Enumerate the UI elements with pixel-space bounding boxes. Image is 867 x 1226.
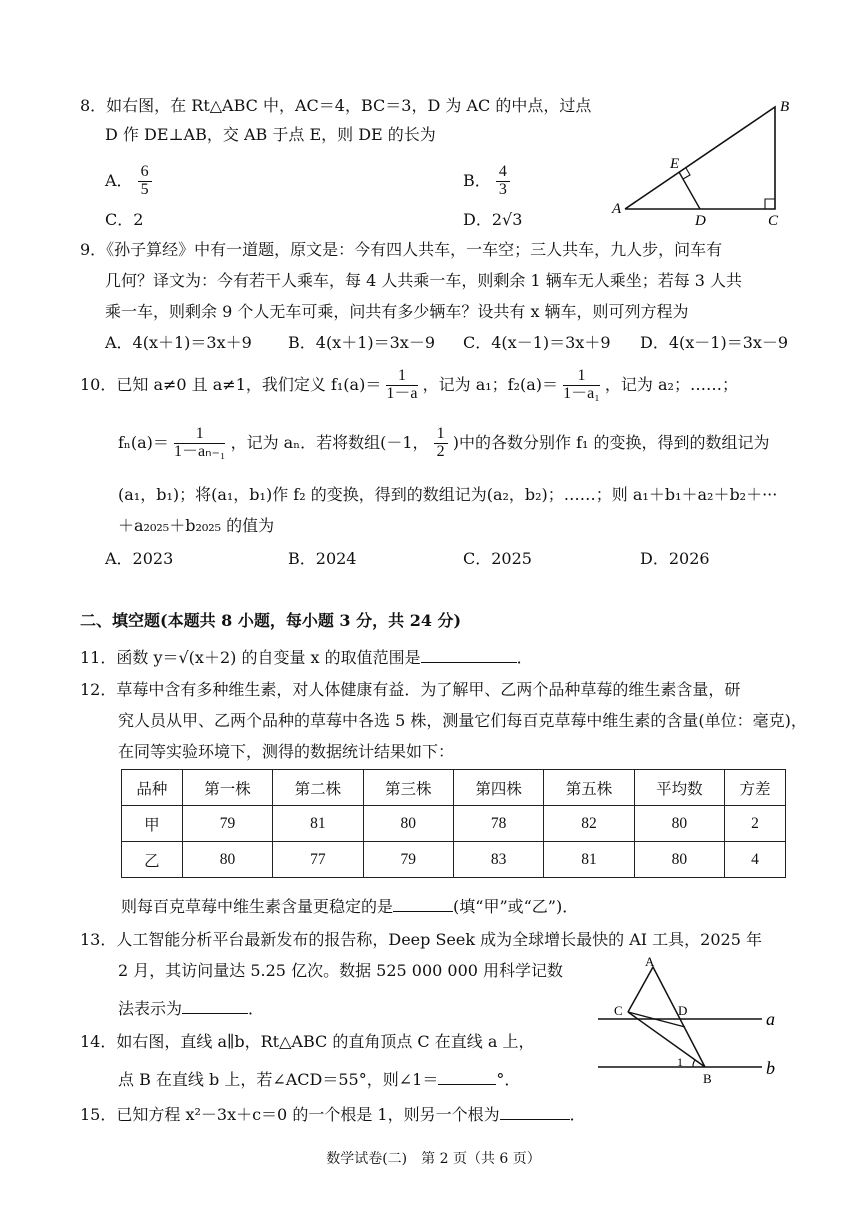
q8-option-c[interactable]: C．2 <box>105 210 144 229</box>
table-cell: 83 <box>453 842 543 878</box>
table-cell: 乙 <box>122 842 183 878</box>
q10-option-b[interactable]: B．2024 <box>288 549 357 568</box>
q13-stem-line3: 法表示为 ． <box>118 999 265 1018</box>
label-c: C <box>614 1003 623 1018</box>
table-cell: 77 <box>273 842 363 878</box>
label-d: D <box>678 1003 688 1018</box>
fraction-f1: $\frac{1}{1-a}$ <box>386 367 418 402</box>
triangle-abc <box>625 107 775 209</box>
table-cell: 80 <box>634 806 724 842</box>
label-line-a: a <box>766 1009 775 1029</box>
fraction-fn: $\frac{1}{\text{1－aₙ₋₁}}$ <box>173 425 226 460</box>
fraction-f2: $\frac{1}{\text{1－a₁}}$ <box>563 367 600 402</box>
q10-option-a[interactable]: A．2023 <box>105 549 174 568</box>
angle-1-arc <box>693 1060 695 1067</box>
q8-stem-line1: 8．如右图，在 Rt△ABC 中，AC＝4，BC＝3，D 为 AC 的中点，过点 <box>80 96 592 115</box>
q14-parallel-lines-figure <box>590 955 790 1095</box>
q14-stem-line1: 14．如右图，直线 a∥b，Rt△ABC 的直角顶点 C 在直线 a 上， <box>80 1032 535 1051</box>
table-cell: 80 <box>634 842 724 878</box>
table-header: 第一株 <box>182 770 272 806</box>
table-header: 第五株 <box>544 770 634 806</box>
label-c: C <box>768 213 779 229</box>
q12-answer-blank[interactable] <box>393 895 453 912</box>
table-header: 方差 <box>725 770 786 806</box>
label-d: D <box>695 213 706 229</box>
table-header: 品种 <box>122 770 183 806</box>
q10-option-c[interactable]: C．2025 <box>463 549 532 568</box>
table-header-row <box>122 770 786 806</box>
label-a: A <box>612 201 622 217</box>
table-cell: 78 <box>453 806 543 842</box>
right-angle-mark-c <box>765 199 775 209</box>
table-cell: 80 <box>182 842 272 878</box>
q9-stem-line1: 9．《孙子算经》中有一道题，原文是：今有四人共车，一车空；三人共车，九人步，问车有 <box>80 240 723 259</box>
q15-answer-blank[interactable] <box>500 1103 570 1120</box>
q10-stem-line2: fₙ(a)＝ $\frac{1}{\text{1－aₙ₋₁}}$ ，记为 aₙ．若将数组(－1， $\frac{1}{2}$ )中的各数分别作 f₁ 的变换，得到的数组记为 <box>118 425 770 460</box>
q9-stem-line3: 乘一车，则剩余 9 个人无车可乘，问共有多少辆车？设共有 x 辆车，则可列方程为 <box>105 302 689 321</box>
option-label: B． <box>463 170 491 190</box>
label-e: E <box>670 156 680 172</box>
q11-answer-blank[interactable] <box>421 646 517 663</box>
table-cell: 甲 <box>122 806 183 842</box>
q9-option-c[interactable]: C．4(x－1)＝3x＋9 <box>463 333 611 352</box>
q9-stem-line2: 几何？译文为：今有若干人乘车，每 4 人共乘一车，则剩余 1 辆车无人乘坐；若每 3 人共 <box>105 271 743 290</box>
q14-answer-blank[interactable] <box>438 1068 496 1085</box>
fraction: $\frac{4}{3}$ <box>496 164 510 199</box>
q9-option-d[interactable]: D．4(x－1)＝3x－9 <box>640 333 789 352</box>
q12-data-table <box>121 769 786 878</box>
table-header: 第三株 <box>363 770 453 806</box>
table-cell: 81 <box>273 806 363 842</box>
q8-stem-line2: D 作 DE⊥AB，交 AB 于点 E，则 DE 的长为 <box>105 125 436 144</box>
q12-question: 则每百克草莓中维生素含量更稳定的是 (填“甲”或“乙”)． <box>121 897 579 916</box>
q11-stem: 11．函数 y＝√(x＋2) 的自变量 x 的取值范围是 ． <box>80 648 533 667</box>
q8-option-b[interactable] <box>463 164 510 199</box>
label-b: B <box>703 1071 712 1086</box>
q8-option-d[interactable]: D．2√3 <box>463 210 523 229</box>
q13-stem-line1: 13．人工智能分析平台最新发布的报告称，Deep Seek 成为全球增长最快的 AI 工具，2025 年 <box>80 930 762 949</box>
q10-option-d[interactable]: D．2026 <box>640 549 710 568</box>
q8-option-a[interactable] <box>105 164 152 199</box>
table-row <box>122 842 786 878</box>
table-cell: 80 <box>363 806 453 842</box>
option-label: A． <box>105 170 133 190</box>
q10-stem-line1: 10．已知 a≠0 且 a≠1，我们定义 f₁(a)＝ $\frac{1}{1-a}$ ，记为 a₁；f₂(a)＝ $\frac{1}{\text{1－a₁}}$ ，记为 a₂；……； <box>80 367 738 402</box>
q13-stem-line2: 2 月，其访问量达 5.25 亿次。数据 525 000 000 用科学记数 <box>118 961 564 980</box>
q10-stem-line3: (a₁，b₁)；将(a₁，b₁)作 f₂ 的变换，得到的数组记为(a₂，b₂)；……；则 a₁＋b₁＋a₂＋b₂＋··· <box>118 485 778 504</box>
q13-answer-blank[interactable] <box>182 997 248 1014</box>
fraction: $\frac{6}{5}$ <box>138 164 152 199</box>
q12-stem-line3: 在同等实验环境下，测得的数据统计结果如下： <box>118 742 455 761</box>
q8-triangle-figure <box>600 92 800 232</box>
table-header: 平均数 <box>634 770 724 806</box>
q10-stem-line4: ＋a₂₀₂₅＋b₂₀₂₅ 的值为 <box>118 516 275 535</box>
q12-stem-line2: 究人员从甲、乙两个品种的草莓中各选 5 株，测量它们每百克草莓中维生素的含量(单位：毫克)， <box>118 711 807 730</box>
label-b: B <box>780 99 790 115</box>
q12-stem-line1: 12．草莓中含有多种维生素，对人体健康有益．为了解甲、乙两个品种草莓的维生素含量，研 <box>80 680 741 699</box>
label-line-b: b <box>766 1058 775 1078</box>
label-angle-1: 1 <box>677 1055 683 1069</box>
table-cell: 82 <box>544 806 634 842</box>
label-a: A <box>645 955 655 969</box>
q9-option-b[interactable]: B．4(x＋1)＝3x－9 <box>288 333 436 352</box>
triangle-abc <box>628 967 705 1067</box>
fraction-half: $\frac{1}{2}$ <box>434 426 448 461</box>
section-heading-fill-in: 二、填空题(本题共 8 小题，每小题 3 分，共 24 分) <box>80 611 462 630</box>
q9-option-a[interactable]: A．4(x＋1)＝3x＋9 <box>105 333 252 352</box>
table-cell: 79 <box>363 842 453 878</box>
page-footer: 数学试卷(二) 第 2 页（共 6 页） <box>326 1151 541 1167</box>
segment-de <box>679 172 700 209</box>
table-cell: 81 <box>544 842 634 878</box>
table-cell: 2 <box>725 806 786 842</box>
table-cell: 4 <box>725 842 786 878</box>
q15-stem: 15．已知方程 x²－3x＋c＝0 的一个根是 1，则另一个根为 ． <box>80 1105 586 1124</box>
table-header: 第四株 <box>453 770 543 806</box>
table-header: 第二株 <box>273 770 363 806</box>
table-cell: 79 <box>182 806 272 842</box>
table-row <box>122 806 786 842</box>
q14-stem-line2: 点 B 在直线 b 上，若∠ACD＝55°，则∠1＝ °． <box>118 1070 521 1089</box>
